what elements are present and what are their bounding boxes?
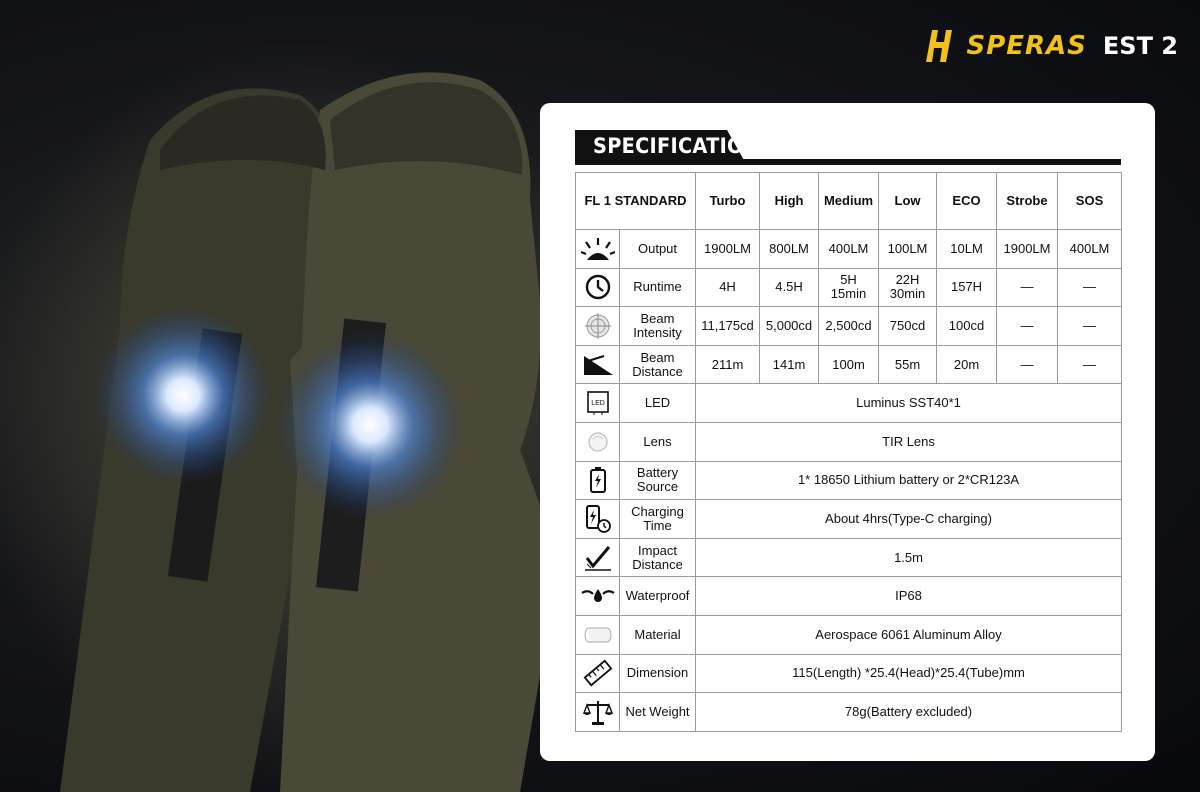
spec-value: 4.5H	[760, 268, 819, 307]
spec-label: Impact Distance	[620, 538, 696, 577]
spec-value: 115(Length) *25.4(Head)*25.4(Tube)mm	[696, 654, 1122, 693]
cylinder-icon	[576, 615, 620, 654]
charging-clock-icon	[576, 500, 620, 539]
impact-check-icon	[576, 538, 620, 577]
spec-row	[576, 345, 1122, 384]
clock-icon	[576, 268, 620, 307]
mode-header: Low	[879, 173, 937, 230]
mode-header: ECO	[937, 173, 997, 230]
spec-row	[576, 384, 1122, 423]
brand-logo	[926, 28, 1178, 64]
spec-value: 141m	[760, 345, 819, 384]
spec-value: 100cd	[937, 307, 997, 346]
mode-header: High	[760, 173, 819, 230]
lens-icon	[576, 422, 620, 461]
spec-row	[576, 693, 1122, 732]
battery-icon	[576, 461, 620, 500]
spec-row	[576, 461, 1122, 500]
spec-value: 55m	[879, 345, 937, 384]
spec-value: 78g(Battery excluded)	[696, 693, 1122, 732]
brand-name: SPERAS	[966, 31, 1087, 61]
spec-value: Aerospace 6061 Aluminum Alloy	[696, 615, 1122, 654]
spec-value: Luminus SST40*1	[696, 384, 1122, 423]
spec-label: Dimension	[620, 654, 696, 693]
spec-value: —	[997, 307, 1058, 346]
spec-label: Charging Time	[620, 500, 696, 539]
spec-row	[576, 500, 1122, 539]
mode-header: Medium	[819, 173, 879, 230]
spec-value: TIR Lens	[696, 422, 1122, 461]
model-name: EST 2	[1102, 32, 1178, 60]
spec-row	[576, 577, 1122, 616]
spec-label: Battery Source	[620, 461, 696, 500]
spec-value: 22H 30min	[879, 268, 937, 307]
spec-label: LED	[620, 384, 696, 423]
spec-label: Waterproof	[620, 577, 696, 616]
spec-row	[576, 422, 1122, 461]
spec-label: Runtime	[620, 268, 696, 307]
spec-value: 211m	[696, 345, 760, 384]
spec-value: —	[1058, 345, 1122, 384]
spec-label: Beam Distance	[620, 345, 696, 384]
specification-table	[575, 172, 1122, 732]
specification-title: SPECIFICATION	[593, 134, 761, 158]
specification-card	[540, 103, 1155, 761]
spec-value: 750cd	[879, 307, 937, 346]
spec-row	[576, 268, 1122, 307]
spec-value: 800LM	[760, 230, 819, 269]
spec-row	[576, 654, 1122, 693]
specification-banner	[575, 130, 1121, 166]
spec-value: —	[1058, 307, 1122, 346]
mode-header: Turbo	[696, 173, 760, 230]
spec-value: 400LM	[819, 230, 879, 269]
table-header-row	[576, 173, 1122, 230]
spec-value: 157H	[937, 268, 997, 307]
spec-value: 11,175cd	[696, 307, 760, 346]
spec-value: 5,000cd	[760, 307, 819, 346]
spec-value: 20m	[937, 345, 997, 384]
spec-value: 4H	[696, 268, 760, 307]
spec-value: 100m	[819, 345, 879, 384]
mode-header: SOS	[1058, 173, 1122, 230]
model-header: FL 1 STANDARD	[576, 173, 696, 230]
scale-icon	[576, 693, 620, 732]
led-chip-icon	[576, 384, 620, 423]
spec-value: 5H 15min	[819, 268, 879, 307]
water-drop-icon	[576, 577, 620, 616]
speras-logo-icon	[926, 28, 956, 64]
spec-value: 1* 18650 Lithium battery or 2*CR123A	[696, 461, 1122, 500]
mode-header: Strobe	[997, 173, 1058, 230]
spec-label: Lens	[620, 422, 696, 461]
ruler-icon	[576, 654, 620, 693]
spec-value: —	[997, 268, 1058, 307]
spec-row	[576, 615, 1122, 654]
light-burst-icon	[576, 230, 620, 269]
spec-value: IP68	[696, 577, 1122, 616]
crosshair-icon	[576, 307, 620, 346]
spec-row	[576, 307, 1122, 346]
spec-value: 10LM	[937, 230, 997, 269]
spec-value: 1900LM	[696, 230, 760, 269]
spec-value: —	[997, 345, 1058, 384]
spec-label: Material	[620, 615, 696, 654]
spec-label: Output	[620, 230, 696, 269]
spec-label: Beam Intensity	[620, 307, 696, 346]
spec-value: 1.5m	[696, 538, 1122, 577]
svg-text:LED: LED	[590, 400, 605, 408]
spec-value: 2,500cd	[819, 307, 879, 346]
spec-value: 100LM	[879, 230, 937, 269]
spec-value: 400LM	[1058, 230, 1122, 269]
spec-label: Net Weight	[620, 693, 696, 732]
beam-angle-icon	[576, 345, 620, 384]
spec-row	[576, 230, 1122, 269]
spec-value: 1900LM	[997, 230, 1058, 269]
spec-value: —	[1058, 268, 1122, 307]
spec-value: About 4hrs(Type-C charging)	[696, 500, 1122, 539]
spec-row	[576, 538, 1122, 577]
